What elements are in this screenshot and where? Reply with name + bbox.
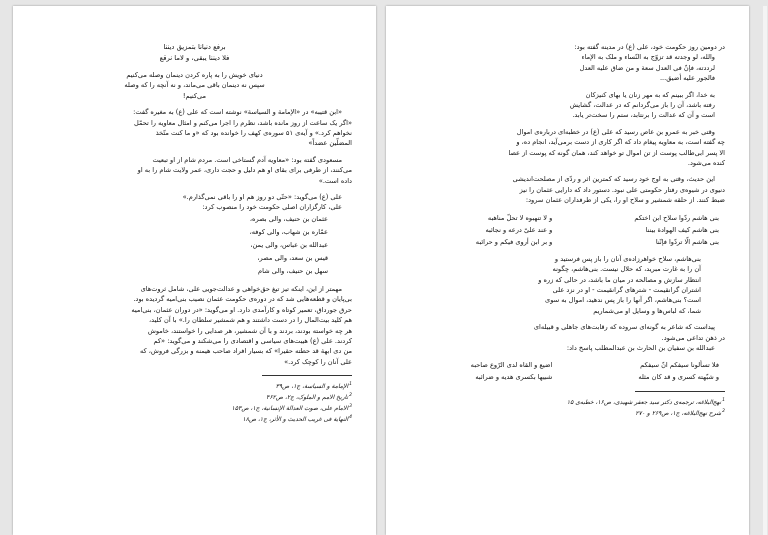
text-line: می‌کنیم! [182,91,207,100]
page-left [13,6,376,535]
arabic-quote-line: فالجور علیه أضیق... [659,74,715,83]
text-line: کنده می‌شود. [687,159,725,168]
text-line: هم کلید بیت‌المال را در دست داشتند و هم شمشیر سلطان را.» با آن کلید، [149,316,352,325]
text-line: هر چه خواسته بودند، بردند و با آن شمشیر، هر صدایی را خواستند، خاموش [147,326,352,335]
arabic-quote-line: لرددته، فإنّ فی العدل سعة و من ضاق علیه العدل [579,63,715,72]
text-line: کردند. علی (ع) هیبت‌های سیاسی و اقتصادی را می‌شکند و می‌گوید: «کم [153,336,352,345]
list-item: سهل بن حنیف، والی شام [258,266,328,275]
footnote-divider [635,391,725,392]
text-line: چه گفته است، به معاویه پیغام داد که اگر کاری از دست برمی‌آید، انجام ده، و [516,138,725,147]
footnote-divider [262,375,352,376]
poem-verse: فلا تسألونا سیفکم انّ سیفکم اضیع و القاه لدی الرّوع صاحبه [470,361,719,370]
text-line: داده است.» [318,176,352,185]
arabic-quote-line: والله، لو وجدته قد تزوّج به النّساء و ملک به الإماء [581,53,715,62]
poem-verse: و شبّهته کسری و قد کان مثله شبیها بکسری هدیه و ضرائبه [475,373,719,382]
text-line: ضبط کنند. از حلقه شمشیر و سلاح او را، یکی از طرفداران عثمان سرود: [525,196,725,205]
poem-title-line: فلا دیننا یبقی، و لاما نرقع [159,54,230,62]
text-line: سپس نه دینمان باقی می‌ماند، و نه آنچه را که وصله [124,81,265,90]
list-item: عبدالله بن عباس، والی یمن، [250,240,328,249]
text-line: نخواهم کرد.» و آیه‌ی ۵۱ سوره‌ی کهف را خوانده بود که «و ما کنت متّخذ [155,129,352,138]
footnote: $^1$الإمامة و السیاسة، ج۱، ص۳۹ [275,382,352,391]
poem-title-line: برفع دنیانا بتمزیق دیننا [163,43,226,51]
footnote: $^4$النهایة فی غریب الحدیث و الأثر، ج۱، ص۱۸ [242,415,352,424]
poem-verse: بنی هاشم ردّوا سلاح ابن اختکم و لا تنهبوه لا تحلّ مناهبه [487,213,719,222]
translation-line: آن را به غارت مبرید، که حلال نیست. بنی‌هاشم، چگونه [552,265,701,274]
footnote: $^2$تاریخ الامم و الملوک، ج۲، ص۴۶۲ [266,393,352,402]
text-line: به خدا، اگر ببینم که به مهر زنان یا بهای کنیزکان [585,90,715,99]
text-line: عبدالله بن سفیان بن الحارث بن عبدالمطلب پاسخ داد: [566,343,715,352]
text-line: الا پسر ابی‌طالب پوست از تن اموال تو خواهد کند، همان گونه که پوست از عصا [508,148,725,157]
text-line: مهمتر از این، اینکه تیز تیغ حق‌خواهی و عدالت‌جویی علی، شامل ثروت‌های [140,284,342,293]
page-right-content [410,42,725,418]
translation-line: اشتران گرانقیمت - شترهای گرانقیمت - او در نزد علی [552,285,701,294]
poem-verse: بنی هاشم الّا تردّوا فإنّنا و بر ابن أروی فیکم و حرائبه [475,237,719,246]
list-item: عمّاره بن شهاب، والی کوفه، [249,227,328,236]
text-line: من دی ابهة قد حطته حقیرا» که بسیار افراد صاحب هیمنه و بزرگی فروش، که [140,347,352,356]
text-line: این حدیث، وقتی به اوج خود رسید که کمترین اثر و ردّی از مصلحت‌اندیشی [512,175,715,184]
text-line: می‌کنند، از طرفی برای بقای او هم دلیل و حجت داری، عمر ولایت شام را به او [137,166,352,175]
page-left-content [37,42,352,424]
text-line: حرق جورداق، تعمیر کوتاه و کارآمدی دارد. او می‌گوید: «در دوران عثمان، بنی‌امیه [131,305,352,314]
text-line: بی‌پایان و قطعه‌هایی شد که در دوره‌ی حکومت عثمان نصیب بنی‌امیه گردیده بود. [133,295,352,304]
footnote: $^1$نهج‌البلاغه، ترجمه‌ی دکتر سید جعفر شهیدی، ص۱۶، خطبه‌ی ۱۵ [566,398,725,407]
text-line: رفته باشد، آن را باز می‌گردانم که در عدالت، گشایش [569,101,715,110]
translation-line: است؟ بنی‌هاشم، اگر آنها را باز پس ندهید، اموال به سوی [545,296,701,305]
list-item: قیس بن سعد، والی مصر، [257,253,328,262]
text-line: مسعودی گفته بود: «معاویه آدم گستاخی است. مردم شام از او تبعیت [152,155,342,164]
text-line: وقتی خبر به عمرو بن عاص رسید که علی (ع) در خطبه‌ای درباره‌ی اموال [516,127,715,136]
translation-line: بنی‌هاشم، سلاح خواهرزاده‌ی آنان را باز پس فرستید و [554,254,701,263]
list-item: عثمان بن حنیف، والی بصره، [249,214,328,223]
page-right [386,6,749,535]
text-line: در دومین روز حکومت خود، علی (ع) در مدینه گفته بود: [574,43,725,51]
text-line: علی، کارگزاران اصلی حکومت خود را منصوب کرد: [202,203,342,212]
text-line: علی (ع) می‌گوید: «حتّی دو روز هم او را باقی نمی‌گذارم.» [182,193,342,202]
text-line: علی آنان را کوچک کرد.» [284,357,352,366]
text-line: «اگر یک ساعت از روز مانده باشد، نظرم را اجرا می‌کنم و امثال معاویه را تحمّل [133,118,352,127]
vertical-scrollbar[interactable] [763,6,767,535]
poem-verse: بنی هاشم کیف الهوادة بیننا و عند علیّ درعه و نجائبه [485,225,719,234]
translation-line: انتظار سازش و مصالحه در میان ما باشد، در حالی که زره و [538,275,701,284]
text-line: است و آن که عدالت را برنتابد، ستم را سخت‌تر یابد. [572,111,715,120]
text-line: «ابن قتیبه» در «الإمامة و السیاسة» نوشته است که علی (ع) به مغیره گفت: [133,108,342,117]
footnote: $^2$شرح نهج‌البلاغه، ج۱، ص۲۶۹ و ۲۷۰ [635,409,725,418]
text-line: در ذهن تداعی می‌شود. [661,333,725,342]
text-line: المضلّین عضداً» [308,139,352,148]
text-line: دنیای خویش را به پاره کردن دینمان وصله می‌کنیم [126,71,263,79]
translation-line: شما، که لباس‌ها و وسایل او می‌شماریم [593,306,701,315]
text-line: پیداست که شاعر به گونه‌ای سروده که رقابت‌های جاهلی و قبیله‌ای [533,323,715,332]
footnote: $^3$الامام علی، صوت العدالة الإنسانیة، ج۱، ص۱۵۳ [231,404,352,413]
text-line: دنیوی در شیوه‌ی رفتار حکومتی علی نبود. دستور داد که دارایی عثمان را نیز [519,185,725,194]
